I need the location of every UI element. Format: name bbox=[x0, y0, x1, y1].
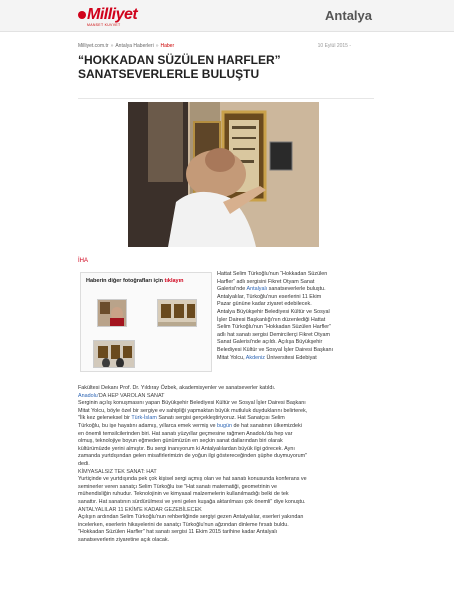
publish-date: 10 Eylül 2015 - bbox=[317, 43, 351, 49]
subheading-kimyasalsiz: KİMYASALSIZ TEK SANAT: HAT bbox=[78, 468, 157, 475]
article-text-intro: Hattat Selim Türkoğlu'nun “Hokkadan Süzülen Harfler” adlı sergisini Fikret Otyam Sanat Galerisi'nde Antalyalı sanatseverlerle buluştu. Antalyalılar, Türkoğlu'nun eserlerini 11 Ekim Pazar gününe kadar ziyaret edebilecek. Antalya Büyükşehir Belediyesi Kültür ve Sosyal İşler Dairesi Başkanlığı'nın düzenlediği Hattat Selim Türkoğlu'nun “Hokkadan Süzülen Harfler” adlı hat sanatı sergisi Demircilerçi Fikret Otyam Sanat Galerisi'nde açıldı. Açılışa Büyükşehir Belediyesi Kültür ve Sosyal İşler Dairesi Başkanı Mitat Yolcu, Akdeniz Üniversitesi Edebiyat bbox=[217, 271, 333, 361]
breadcrumb-current[interactable]: Haber bbox=[160, 43, 175, 49]
article-main-photo[interactable] bbox=[128, 102, 319, 247]
breadcrumb: Milliyet.com.tr » Antalya Haberleri » Haber bbox=[78, 43, 175, 49]
divider bbox=[78, 98, 374, 99]
inline-link-bugun[interactable]: bugün bbox=[217, 422, 233, 429]
photo-gallery-box bbox=[80, 272, 212, 372]
news-source: İHA bbox=[78, 258, 89, 264]
inline-link-anadolu[interactable]: Anadolu bbox=[78, 392, 98, 399]
gallery-thumb-3[interactable] bbox=[93, 340, 135, 368]
inline-link-akdeniz[interactable]: Akdeniz bbox=[245, 354, 265, 361]
milliyet-logo[interactable] bbox=[78, 7, 137, 31]
subheading-11-ekim: ANTALYALILAR 11 EKİM'E KADAR GEZEBİLECEK bbox=[78, 506, 202, 513]
logo-subtitle: MANSET KUVVET bbox=[87, 23, 121, 27]
inline-link-antalyali[interactable]: Antalyalı bbox=[246, 286, 268, 293]
breadcrumb-home[interactable]: Milliyet.com.tr bbox=[78, 43, 109, 49]
logo-text: Milliyet bbox=[87, 6, 138, 23]
city-section-title[interactable]: Antalya bbox=[325, 8, 372, 23]
gallery-thumb-2[interactable] bbox=[157, 299, 197, 327]
gallery-title: Haberin diğer fotoğrafları için tıklayın bbox=[86, 278, 184, 284]
site-header bbox=[0, 0, 454, 32]
article-text-main: Fakültesi Dekanı Prof. Dr. Yıldıray Özbek, akademisyenler ve sanatseverler katıldı. Anadolu'DA HEP VAROLAN SANAT Serginin açılış konuşmasını yapan Büyükşehir Belediyesi Kültür ve Sosyal İşler Dairesi Başkanı Mitat Yolcu, böyle özel bir sergiye ev sahipliği yapmaktan büyük mutluluk duyduklarını belirterek, "İlk kez geleneksel bir Türk-İslam Sanatı sergisi gerçekleştiriyoruz. Hat Sanatçısı Selim Türkoğlu, bu işe hayatını adamış, yıllarca emek vermiş ve bugün de hat sanatının ülkemizdeki en önemli temsilcilerinden biri. Hat sanatı yüzyıllar geçmesine rağmen Anadolu'da hep var olmuş, teknolojiye boyun eğmeden günümüzün en seçkin sanat dallarından biri olarak kültürümüzde yerini almıştır. Bu sergi inanıyorum ki Antalyalılardan büyük ilgi görecek. Aynı zamanda yurtdışından gelen misafirlerimizin de yoğun ilgi göstereceğinden şüphe duymuyorum" dedi. KİMYASALSIZ TEK SANAT: HAT Yurtiçinde ve yurtdışında pek çok kişisel sergi açmış olan ve hat sanatı konusunda konferans ve seminerler veren sanatçı Selim Türkoğlu ise "Hat sanatı matematiği, geometrinin ve mühendisliğin ruhudur. Teknolojinin ve kimyasal malzemelerin kullanılmadığı belki de tek sanattır. Hat sanatının sürdürülmesi ve yeni gelen kuşağa aktarılması çok önemli" diye konuştu. ANTALYALILAR 11 EKİM'E KADAR GEZEBİLECEK Açılışın ardından Selim Türkoğlu'nun rehberliğinde sergiyi gezen Antalyalılar, eserleri yakından incelerken, eserlerin hikayelerini de sanatçı Türkoğlu'nun ağzından dinleme fırsatı buldu. "Hokkadan Süzülen Harfler" hat sanatı sergisi 11 Ekim 2015 tarihine kadar Antalyalı sanatseverlerin ziyaretine açık olacak. bbox=[78, 385, 374, 544]
breadcrumb-antalya[interactable]: Antalya Haberleri bbox=[115, 43, 154, 49]
logo-mark-icon bbox=[78, 11, 86, 19]
gallery-thumb-1[interactable] bbox=[97, 299, 127, 327]
gallery-link[interactable]: tıklayın bbox=[164, 278, 184, 284]
article-title: “HOKKADAN SÜZÜLEN HARFLER” SANATSEVERLERLE BULUŞTU bbox=[78, 53, 281, 81]
inline-link-turk-islam[interactable]: Türk-İslam bbox=[131, 415, 157, 422]
